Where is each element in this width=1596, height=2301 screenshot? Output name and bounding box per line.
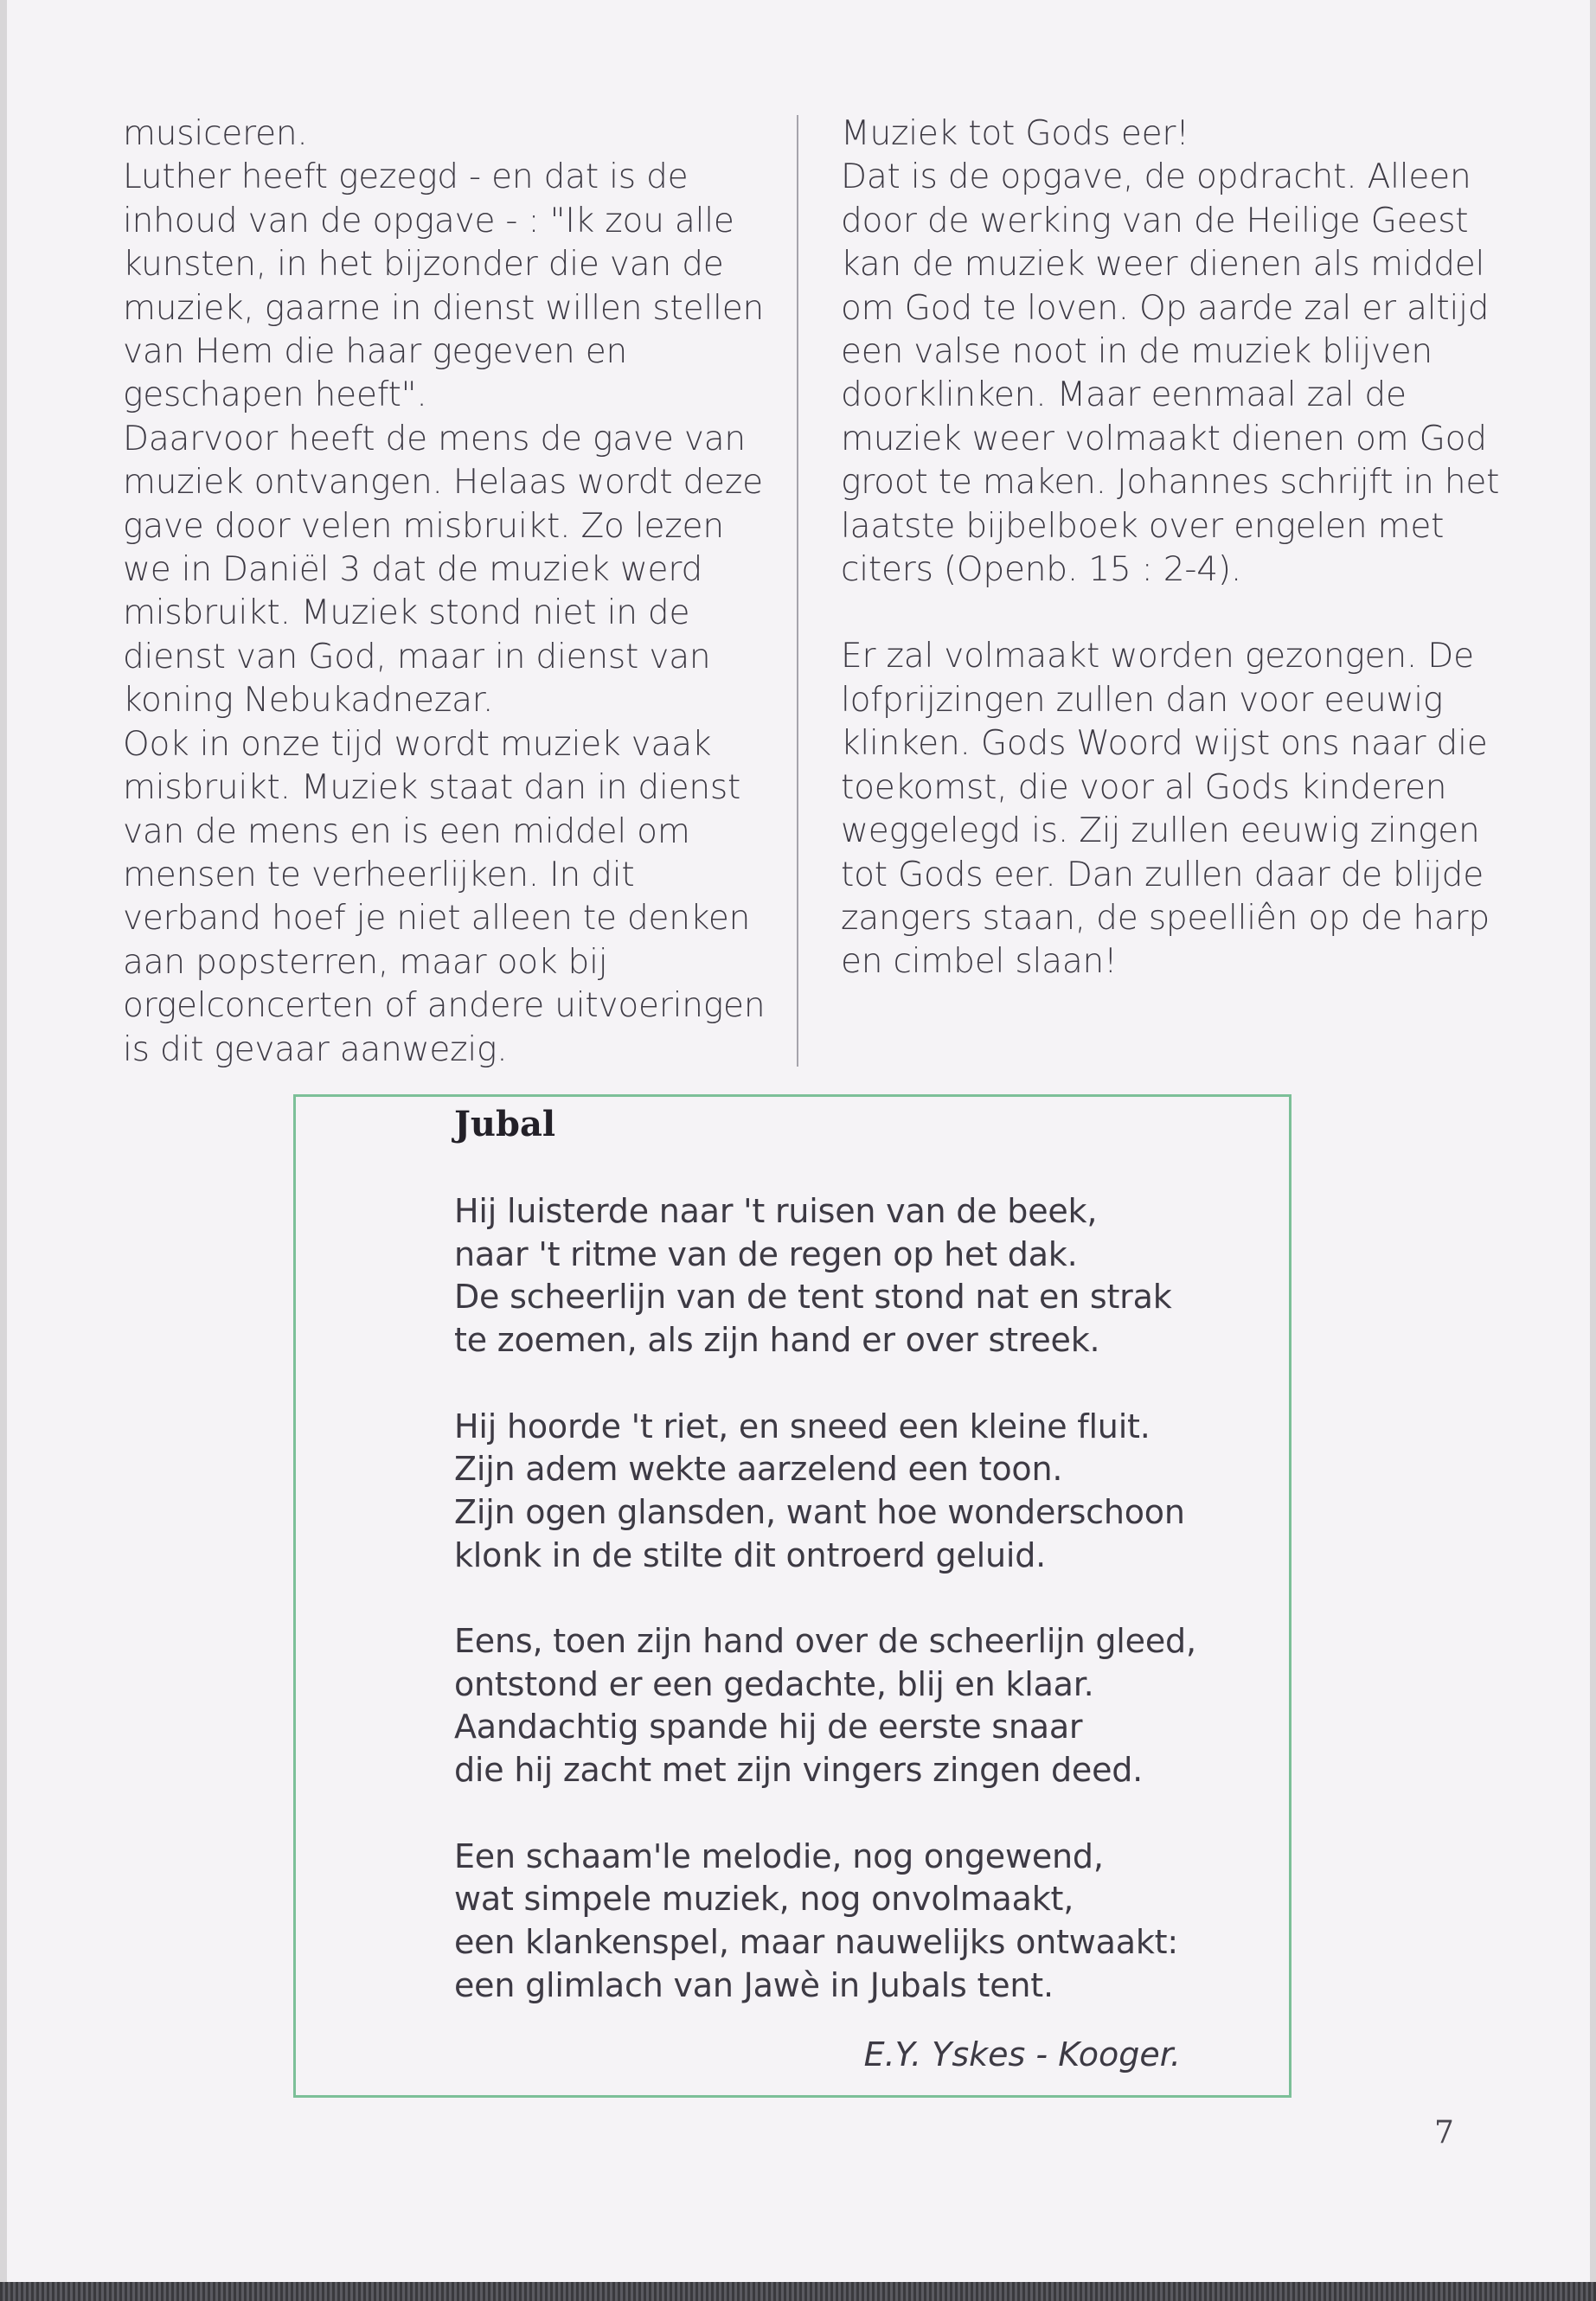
poem-stanza-1 (454, 1190, 1259, 1362)
poem-line: een klankenspel, maar nauwelijks ontwaakt: (454, 1922, 1178, 1961)
poem-stanza-2 (454, 1406, 1259, 1578)
poem-box (293, 1094, 1292, 2098)
poem-line: ontstond er een gedachte, blij en klaar. (454, 1664, 1094, 1703)
poem-line: een glimlach van Jawè in Jubals tent. (454, 1965, 1054, 2004)
poem-line: Hij hoorde 't riet, en sneed een kleine fluit. (454, 1407, 1151, 1445)
poem-line: Hij luisterde naar 't ruisen van de beek, (454, 1192, 1098, 1230)
right-paragraph-1: Muziek tot Gods eer! (841, 114, 1189, 153)
column-divider (797, 115, 798, 1067)
left-paragraph-3: Daarvoor heeft de mens de gave van muziek ontvangen. Helaas wordt deze gave door velen misbruikt. Zo lezen we in Daniël 3 dat de muziek werd misbruikt. Muziek stond niet in de dienst van God, maar in dienst van koning Nebukadnezar. (123, 419, 763, 721)
poem-line: Zijn ogen glansden, want hoe wonderschoon (454, 1492, 1185, 1531)
poem-line: te zoemen, als zijn hand er over streek. (454, 1321, 1100, 1360)
poem-line: De scheerlijn van de tent stond nat en strak (454, 1278, 1172, 1317)
right-paragraph-2: Dat is de opgave, de opdracht. Alleen door de werking van de Heilige Geest kan de muziek weer dienen als middel om God te loven. Op aarde zal er altijd een valse noot in de muziek blijven doorklinken. Maar eenmaal zal de muziek weer volmaakt dienen om God groot te maken. Johannes schrijft in het laatste bijbelboek over engelen met citers (Openb. 15 : 2-4). (841, 157, 1500, 590)
left-column (123, 112, 780, 1072)
page (7, 0, 1590, 2282)
right-column (841, 112, 1516, 984)
left-paragraph-2: Luther heeft gezegd - en dat is de inhoud van de opgave - : "Ik zou alle kunsten, in het bijzonder die van de muziek, gaarne in dienst willen stellen van Hem die haar gegeven en geschapen heeft". (123, 157, 765, 415)
poem-line: Eens, toen zijn hand over de scheerlijn gleed, (454, 1622, 1196, 1660)
poem-line: Aandachtig spande hij de eerste snaar (454, 1708, 1083, 1747)
poem-title: Jubal (454, 1104, 556, 1144)
poem-line: naar 't ritme van de regen op het dak. (454, 1234, 1078, 1273)
right-paragraph-3: Er zal volmaakt worden gezongen. De lofprijzingen zullen dan voor eeuwig klinken. Gods Woord wijst ons naar die toekomst, die voor al Gods kinderen weggelegd is. Zij zullen eeuwig zingen tot Gods eer. Dan zullen daar de blijde zangers staan, de speelliên op de harp en cimbel slaan! (841, 637, 1490, 982)
poem-line: Een schaam'le melodie, nog ongewend, (454, 1836, 1104, 1875)
left-paragraph-4: Ook in onze tijd wordt muziek vaak misbruikt. Muziek staat dan in dienst van de mens en is een middel om mensen te verheerlijken. In dit verband hoef je niet alleen te denken aan popsterren, maar ook bij orgelconcerten of andere uitvoeringen is dit gevaar aanwezig. (123, 724, 766, 1069)
poem-stanza-3 (454, 1620, 1259, 1792)
poem-stanza-4 (454, 1836, 1259, 2008)
poem-body (454, 1190, 1259, 2007)
poem-line: klonk in de stilte dit ontroerd geluid. (454, 1535, 1047, 1574)
poem-line: wat simpele muziek, nog onvolmaakt, (454, 1880, 1074, 1919)
scan-edge (0, 2282, 1596, 2301)
page-number: 7 (1434, 2115, 1454, 2150)
poem-line: Zijn adem wekte aarzelend een toon. (454, 1450, 1063, 1489)
left-paragraph-1: musiceren. (123, 114, 308, 153)
poem-author: E.Y. Yskes - Kooger. (863, 2035, 1181, 2073)
poem-line: die hij zacht met zijn vingers zingen deed. (454, 1751, 1144, 1790)
